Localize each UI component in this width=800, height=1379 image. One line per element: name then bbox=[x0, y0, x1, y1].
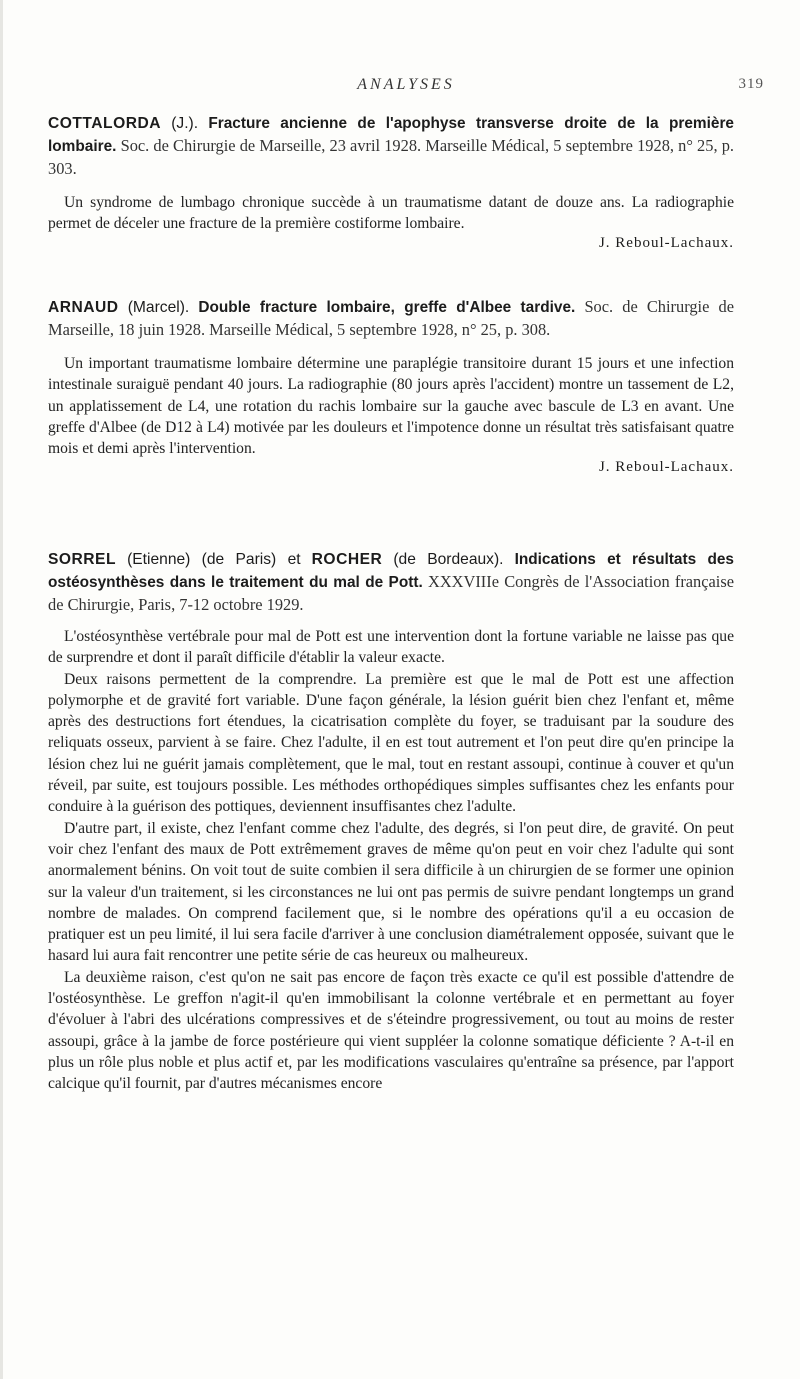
entry-sorrel-rocher bbox=[48, 548, 734, 1095]
article-source: Soc. de Chirurgie de Marseille, 23 avril 1928. Marseille Médical, 5 septembre 1928, n° 25, p. 303. bbox=[48, 136, 734, 178]
article-title: Indications et résultats des ostéosynthèses dans le traitement du mal de Pott. bbox=[48, 551, 734, 591]
article-source: XXXVIIIe Congrès de l'Association française de Chirurgie, Paris, 7-12 octobre 1929. bbox=[48, 572, 734, 614]
article-title: Double fracture lombaire, greffe d'Albee tardive. bbox=[198, 299, 576, 316]
reviewer-signature: J. Reboul-Lachaux. bbox=[598, 459, 734, 476]
author-initials: (Marcel). bbox=[127, 299, 190, 316]
article-source: Soc. de Chirurgie de Marseille, 18 juin 1928. Marseille Médical, 5 septembre 1928, n° 25, p. 308. bbox=[48, 297, 734, 339]
entry-heading bbox=[48, 112, 734, 180]
abstract-paragraph: L'ostéosynthèse vertébrale pour mal de Pott est une intervention dont la fortune variable ne laisse pas que de surprendre et dont il paraît difficile d'établir la valeur exacte. bbox=[48, 628, 734, 667]
author-name: COTTALORDA bbox=[48, 115, 161, 132]
entry-heading bbox=[48, 296, 734, 341]
page-edge bbox=[0, 0, 3, 1379]
page-header bbox=[48, 76, 764, 98]
author-initials: (J.). bbox=[171, 115, 199, 132]
coauthor-name: ROCHER bbox=[311, 551, 383, 568]
entry-cottalorda bbox=[48, 112, 734, 252]
coauthor-details: (de Bordeaux). bbox=[393, 551, 504, 568]
abstract-paragraph: Un important traumatisme lombaire détermine une paraplégie transitoire durant 15 jours et une infection intestinale suraiguë pendant 40 jours. La radiographie (80 jours après l'accident) montre un tassement de L2, un applatissement de L4, une rotation du rachis lombaire sur la gauche avec bascule de L3 en avant. Une greffe d'Albee (de D12 à L4) motivée par les douleurs et l'impotence donne un résultat très satisfaisant quatre mois et demi après l'intervention. bbox=[48, 355, 734, 458]
entry-heading bbox=[48, 548, 734, 616]
page-number: 319 bbox=[738, 76, 764, 92]
author-name: ARNAUD bbox=[48, 299, 119, 316]
article-title: Fracture ancienne de l'apophyse transverse droite de la première lombaire. bbox=[48, 115, 734, 155]
author-details: (Etienne) (de Paris) et bbox=[127, 551, 301, 568]
abstract-paragraph: La deuxième raison, c'est qu'on ne sait pas encore de façon très exacte ce qu'il est possible d'attendre de l'ostéosynthèse. Le greffon n'agit-il qu'en immobilisant la colonne vertébrale et en permettant au foyer d'évoluer à l'abri des ulcérations compressives et de s'éteindre progressivement, ou tout au moins de rester assoupi, grâce à la jambe de force postérieure qui vient suppléer la colonne somatique déficiente ? A-t-il en plus un rôle plus noble et plus actif et, par les modifications vasculaires qu'entraîne sa présence, par l'apport calcique qu'il fournit, par d'autres mécanismes encore bbox=[48, 968, 734, 1093]
entry-arnaud bbox=[48, 296, 734, 476]
abstract-paragraph: D'autre part, il existe, chez l'enfant comme chez l'adulte, des degrés, si l'on peut dire, de gravité. On peut voir chez l'enfant des maux de Pott extrêmement graves de même qu'on peut en voir chez l'adulte qui sont anormalement bénins. On voit tout de suite combien il sera difficile à un chirurgien de se former une opinion sur la valeur d'un traitement, si les circonstances ne lui ont pas permis de suivre pendant longtemps un grand nombre de malades. On comprend facilement que, si le nombre des opérations qu'il a eu occasion de pratiquer est un peu limité, il lui sera facile d'arriver à une conclusion diamétralement opposée, suivant que le hasard lui aura fait rencontrer une petite série de cas heureux ou malheureux. bbox=[48, 819, 734, 965]
reviewer-signature: J. Reboul-Lachaux. bbox=[598, 234, 734, 251]
abstract-paragraph: Deux raisons permettent de la comprendre. La première est que le mal de Pott est une affection polymorphe et de gravité fort variable. D'une façon générale, la lésion guérit bien chez l'enfant et, même après des destructions fort étendues, la cicatrisation complète du foyer, se traduisant par la soudure des reliquats osseux, parvient à se faire. Chez l'adulte, il en est tout autrement et l'on peut dire qu'en principe la lésion chez lui ne guérit jamais complètement, que le mal, tout en restant assoupi, continue à couver et qu'un réveil, par suite, est toujours possible. Les méthodes orthopédiques simples suffisantes chez les enfants pour conduire à la guérison des pottiques, deviennent insuffisantes chez l'adulte. bbox=[48, 670, 734, 816]
author-name: SORREL bbox=[48, 551, 116, 568]
running-title: ANALYSES bbox=[357, 76, 455, 93]
abstract-paragraph: Un syndrome de lumbago chronique succède à un traumatisme datant de douze ans. La radiographie permet de déceler une fracture de la première costiforme lombaire. bbox=[48, 194, 734, 233]
